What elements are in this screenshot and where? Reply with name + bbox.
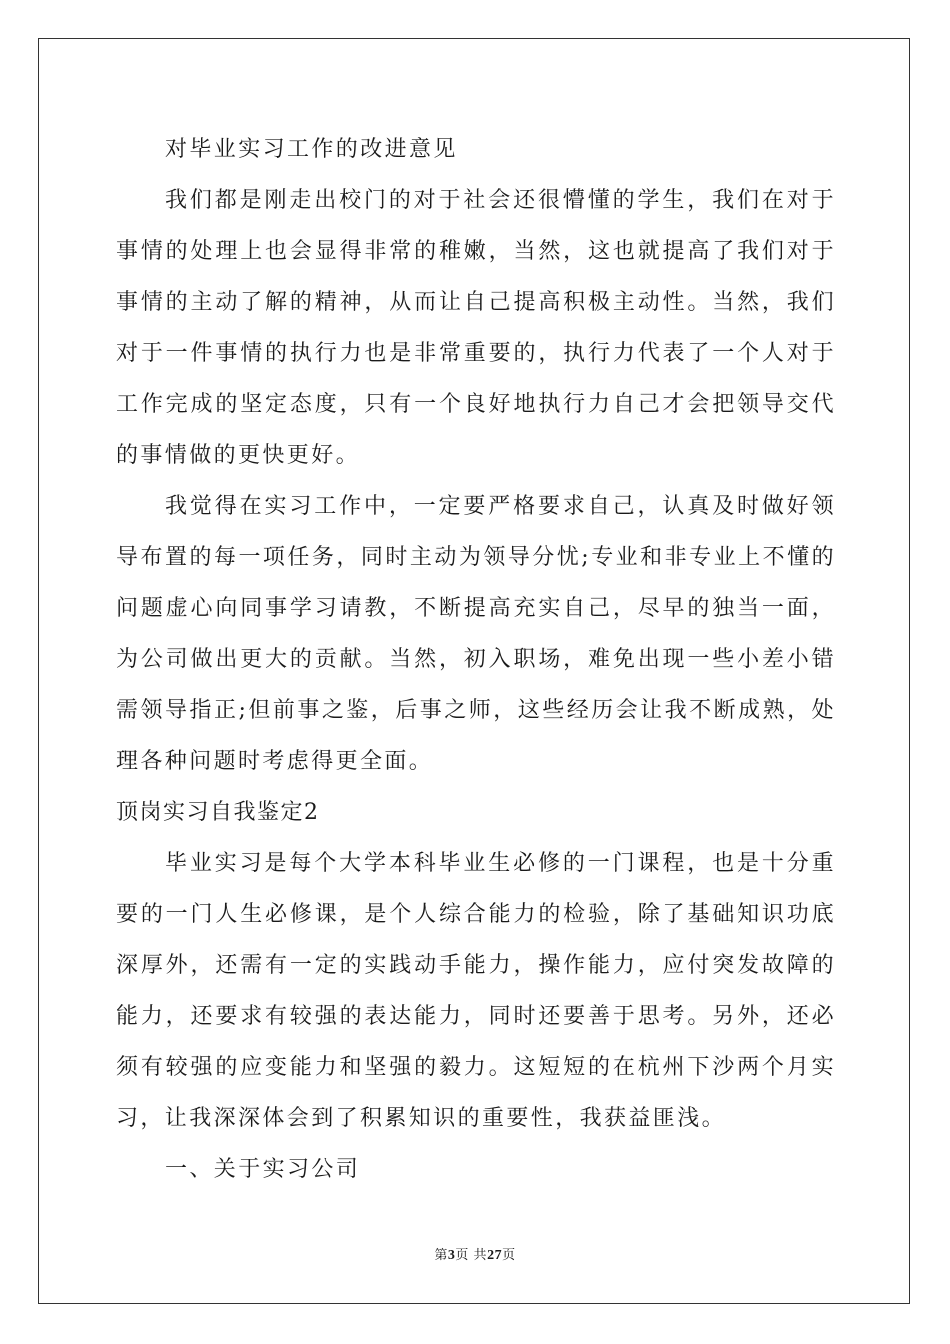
paragraph-execution: 我们都是刚走出校门的对于社会还很懵懂的学生，我们在对于事情的处理上也会显得非常的稚嫩，当然，这也就提高了我们对于事情的主动了解的精神，从而让自己提高积极主动性。当然，我们对于一件事情的执行力也是非常重要的，执行力代表了一个人对于工作完成的坚定态度，只有一个良好地执行力自己才会把领导交代的事情做的更快更好。 <box>116 188 836 468</box>
page-prefix: 第 <box>434 1248 448 1263</box>
document-body <box>116 124 836 1195</box>
paragraph-strict-requirements: 我觉得在实习工作中，一定要严格要求自己，认真及时做好领导布置的每一项任务，同时主动为领导分忧;专业和非专业上不懂的问题虚心向同事学习请教，不断提高充实自己，尽早的独当一面，为公司做出更大的贡献。当然，初入职场，难免出现一些小差小错需领导指正;但前事之鉴，后事之师，这些经历会让我不断成熟，处理各种问题时考虑得更全面。 <box>116 494 836 774</box>
section-title-improvement: 对毕业实习工作的改进意见 <box>165 137 458 162</box>
total-pages-number: 27 <box>487 1248 503 1263</box>
section-heading-self-assessment-2: 顶岗实习自我鉴定2 <box>116 800 320 825</box>
page-suffix: 页 <box>502 1248 516 1263</box>
page-footer <box>0 1244 950 1264</box>
current-page-number: 3 <box>447 1248 456 1263</box>
paragraph-graduation-internship: 毕业实习是每个大学本科毕业生必修的一门课程，也是十分重要的一门人生必修课，是个人综合能力的检验，除了基础知识功底深厚外，还需有一定的实践动手能力，操作能力，应付突发故障的能力，还要求有较强的表达能力，同时还要善于思考。另外，还必须有较强的应变能力和坚强的毅力。这短短的在杭州下沙两个月实习，让我深深体会到了积累知识的重要性，我获益匪浅。 <box>116 851 836 1131</box>
subheading-about-company: 一、关于实习公司 <box>165 1157 361 1182</box>
page-mid-text: 页 共 <box>455 1248 488 1263</box>
